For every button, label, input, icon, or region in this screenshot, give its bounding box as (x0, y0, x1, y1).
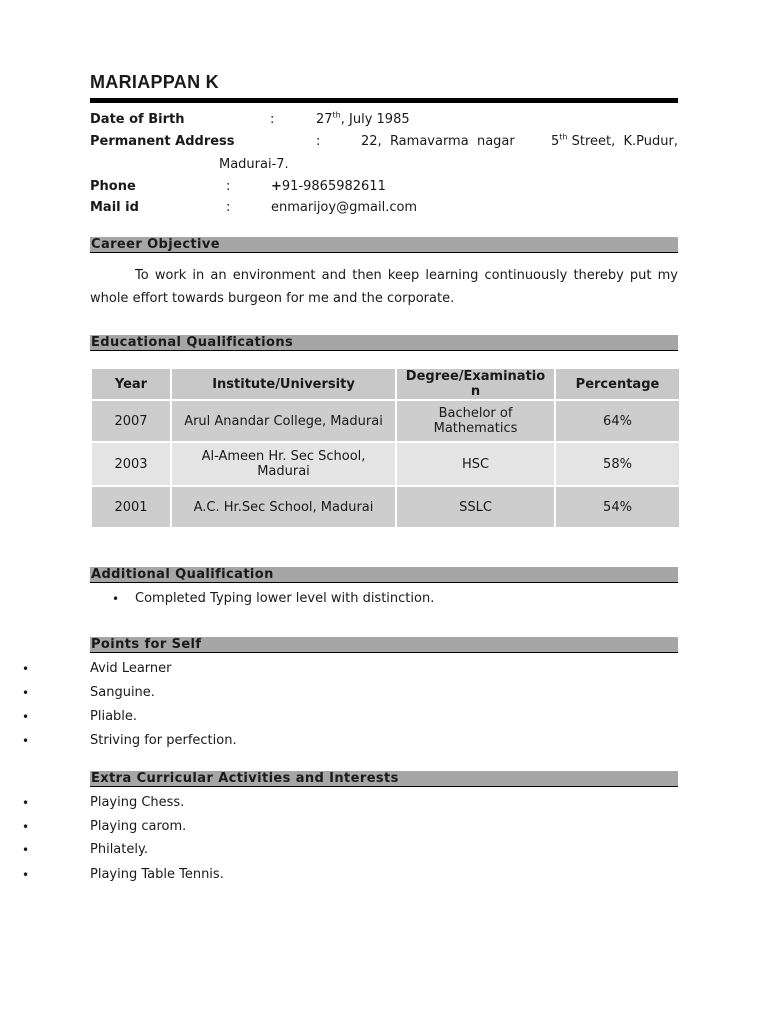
dob-suffix: th (332, 110, 341, 120)
cell-degree: HSC (396, 442, 555, 486)
address-number: 5 (550, 134, 560, 149)
column-header-year: Year (91, 368, 171, 400)
cell-year: 2003 (91, 442, 171, 486)
bullet-icon: • (112, 592, 120, 606)
extra-item: Philately. (90, 842, 148, 857)
candidate-name: MARIAPPAN K (90, 72, 219, 92)
cell-institute: A.C. Hr.Sec School, Madurai (171, 486, 396, 528)
cell-year: 2007 (91, 400, 171, 442)
phone-value (271, 179, 386, 194)
points-item: Sanguine. (90, 685, 155, 700)
cell-degree: Bachelor of Mathematics (396, 400, 555, 442)
address-colon: : (316, 134, 321, 149)
phone-plus: + (271, 179, 282, 194)
dob-colon: : (270, 112, 275, 127)
table-row (91, 442, 680, 486)
bullet-icon: • (22, 796, 30, 810)
phone-label: Phone (90, 179, 136, 194)
address-line-2: Madurai-7. (219, 157, 289, 172)
mail-value: enmarijoy@gmail.com (271, 200, 418, 215)
dob-value (316, 112, 410, 127)
career-objective-text: To work in an environment and then keep learning continuously thereby put my whole effort towards burgeon for me and the corporate. (90, 268, 678, 306)
points-for-self-heading: Points for Self (90, 637, 678, 653)
education-table (90, 367, 681, 529)
mail-label: Mail id (90, 200, 139, 215)
dob-label: Date of Birth (90, 112, 185, 127)
column-header-degree: Degree/Examination (396, 368, 555, 400)
cell-percentage: 64% (555, 400, 680, 442)
extra-item: Playing Chess. (90, 795, 185, 810)
address-part2: Street, K.Pudur, (571, 134, 678, 149)
additional-qualification-heading: Additional Qualification (90, 567, 678, 583)
phone-number: 91-9865982611 (281, 179, 386, 194)
bullet-icon: • (22, 734, 30, 748)
cell-degree: SSLC (396, 486, 555, 528)
cell-institute: Arul Anandar College, Madurai (171, 400, 396, 442)
address-street (551, 134, 678, 149)
address-line-1 (361, 134, 678, 149)
cell-year: 2001 (91, 486, 171, 528)
extra-item: Playing Table Tennis. (90, 867, 224, 882)
column-header-percentage: Percentage (555, 368, 680, 400)
bullet-icon: • (22, 820, 30, 834)
career-objective-heading: Career Objective (90, 237, 678, 253)
additional-item: Completed Typing lower level with distinction. (135, 591, 435, 606)
bullet-icon: • (22, 686, 30, 700)
points-item: Striving for perfection. (90, 733, 237, 748)
cell-percentage: 54% (555, 486, 680, 528)
extra-curricular-heading: Extra Curricular Activities and Interests (90, 771, 678, 787)
bullet-icon: • (22, 843, 30, 857)
education-header-row (91, 368, 680, 400)
bullet-icon: • (22, 710, 30, 724)
bullet-icon: • (22, 868, 30, 882)
address-suffix: th (559, 132, 568, 142)
header-rule (90, 98, 678, 103)
table-row (91, 486, 680, 528)
address-label: Permanent Address (90, 134, 235, 149)
extra-item: Playing carom. (90, 819, 187, 834)
points-item: Pliable. (90, 709, 138, 724)
cell-institute: Al-Ameen Hr. Sec School, Madurai (171, 442, 396, 486)
bullet-icon: • (22, 662, 30, 676)
dob-rest: , July 1985 (340, 112, 410, 127)
column-header-institute: Institute/University (171, 368, 396, 400)
education-heading: Educational Qualifications (90, 335, 678, 351)
table-row (91, 400, 680, 442)
dob-day: 27 (316, 112, 333, 127)
cell-percentage: 58% (555, 442, 680, 486)
mail-colon: : (226, 200, 231, 215)
points-item: Avid Learner (90, 661, 172, 676)
phone-colon: : (226, 179, 231, 194)
address-part1: 22, Ramavarma nagar (361, 134, 515, 149)
